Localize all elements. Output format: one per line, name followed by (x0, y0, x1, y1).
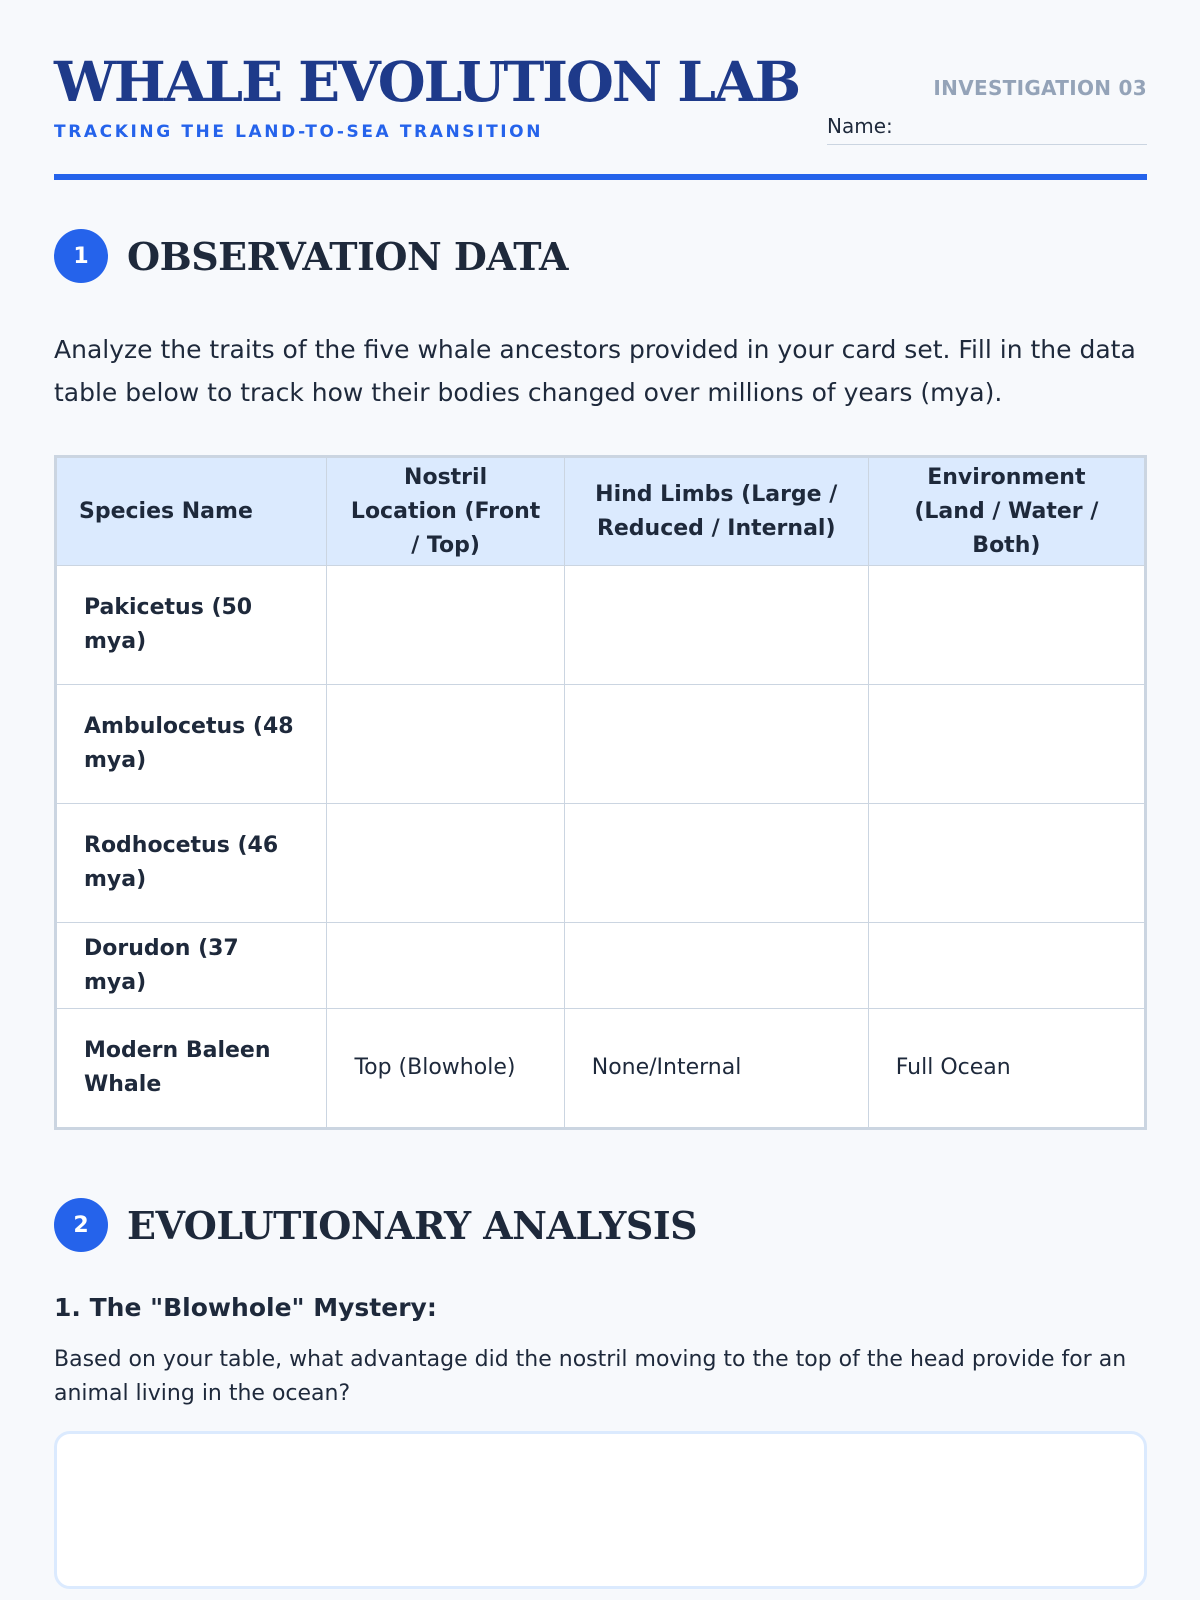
environment-cell: Full Ocean (868, 1009, 1145, 1129)
section-intro: Analyze the traits of the five whale ancestors provided in your card set. Fill in the data table below to track how their bodies changed over millions of years (mya). (54, 335, 1136, 407)
section-1-heading (54, 229, 568, 283)
section-number-badge: 2 (54, 1198, 108, 1252)
observation-data-table (54, 455, 1147, 1130)
species-name-cell: Rodhocetus (46 mya) (56, 804, 327, 923)
column-header-hind-limbs: Hind Limbs (Large / Reduced / Internal) (564, 457, 868, 566)
hind-limbs-cell[interactable] (564, 685, 868, 804)
table-row (56, 1009, 1146, 1129)
section-title: EVOLUTIONARY ANALYSIS (127, 1202, 698, 1248)
nostril-location-cell[interactable] (327, 804, 564, 923)
section-number-badge: 1 (54, 229, 108, 283)
investigation-number: INVESTIGATION 03 (933, 76, 1147, 100)
species-name-cell: Ambulocetus (48 mya) (56, 685, 327, 804)
page-subtitle: TRACKING THE LAND-TO-SEA TRANSITION (54, 122, 544, 142)
column-header-environment: Environment (Land / Water / Both) (868, 457, 1145, 566)
hind-limbs-cell: None/Internal (564, 1009, 868, 1129)
table-row (56, 566, 1146, 685)
species-name-cell: Dorudon (37 mya) (56, 923, 327, 1009)
question-1-text: Based on your table, what advantage did the nostril moving to the top of the head provide for an animal living in the ocean? (54, 1347, 1127, 1406)
worksheet-header (54, 0, 1147, 182)
section-title: OBSERVATION DATA (127, 233, 568, 279)
nostril-location-cell[interactable] (327, 566, 564, 685)
species-name-cell: Pakicetus (50 mya) (56, 566, 327, 685)
environment-cell[interactable] (868, 566, 1145, 685)
page-title: WHALE EVOLUTION LAB (54, 49, 800, 114)
species-name-cell: Modern Baleen Whale (56, 1009, 327, 1129)
hind-limbs-cell[interactable] (564, 566, 868, 685)
column-header-species: Species Name (56, 457, 327, 566)
column-header-nostril: Nostril Location (Front / Top) (327, 457, 564, 566)
name-field (827, 114, 1147, 145)
nostril-location-cell[interactable] (327, 685, 564, 804)
table-row (56, 923, 1146, 1009)
question-1-answer-box[interactable] (54, 1431, 1147, 1589)
table-row (56, 804, 1146, 923)
nostril-location-cell: Top (Blowhole) (327, 1009, 564, 1129)
environment-cell[interactable] (868, 923, 1145, 1009)
hind-limbs-cell[interactable] (564, 923, 868, 1009)
environment-cell[interactable] (868, 685, 1145, 804)
name-input[interactable] (893, 114, 1147, 142)
table-row (56, 685, 1146, 804)
nostril-location-cell[interactable] (327, 923, 564, 1009)
section-2-heading (54, 1198, 697, 1252)
worksheet-page (54, 0, 1147, 1406)
hind-limbs-cell[interactable] (564, 804, 868, 923)
table-header-row (56, 457, 1146, 566)
header-divider (54, 174, 1147, 180)
name-label: Name: (827, 114, 893, 138)
question-1-label: 1. The "Blowhole" Mystery: (54, 1293, 437, 1322)
environment-cell[interactable] (868, 804, 1145, 923)
